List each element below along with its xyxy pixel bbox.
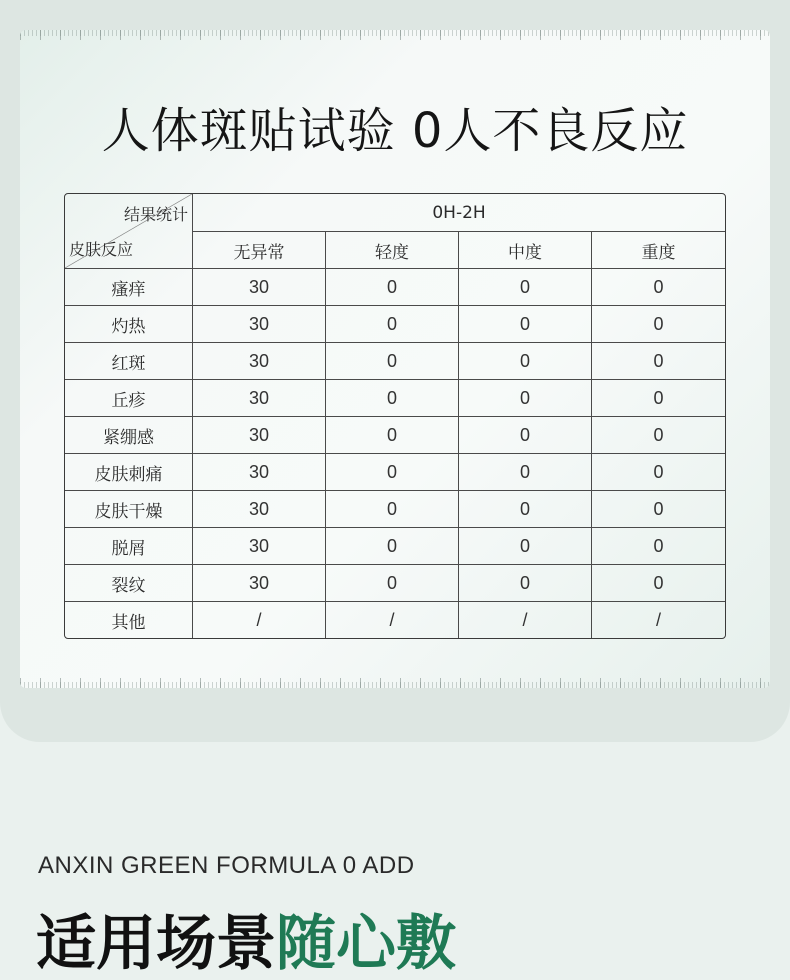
table-row: [65, 491, 725, 528]
table-header-row: [65, 194, 725, 232]
corner-label-reaction: 皮肤反应: [69, 240, 134, 259]
table-cell: 0: [459, 306, 592, 343]
table-cell: 0: [326, 491, 459, 528]
corner-label-stats: 结果统计: [123, 205, 188, 224]
heading-dark-text: 适用场景: [36, 909, 276, 979]
table-cell: 0: [326, 565, 459, 602]
table-cell: 0: [459, 380, 592, 417]
table-cell: /: [326, 602, 459, 638]
row-label: 脱屑: [65, 528, 193, 565]
table-row: [65, 565, 725, 602]
table-cell: 0: [592, 491, 725, 528]
table-cell: 0: [459, 528, 592, 565]
page-title: 人体斑贴试验 0人不良反应: [101, 103, 689, 159]
row-label: 丘疹: [65, 380, 193, 417]
table-cell: 0: [459, 417, 592, 454]
column-header-moderate: 中度: [459, 232, 592, 269]
ruler-card: [20, 30, 770, 688]
table-row: [65, 417, 725, 454]
heading-green-text: 随心敷: [276, 909, 456, 979]
table-cell: 0: [326, 454, 459, 491]
table-cell: /: [656, 609, 662, 630]
table-cell: 0: [592, 306, 725, 343]
table-row: [65, 343, 725, 380]
table-cell: 30: [193, 491, 326, 528]
table-cell: 0: [459, 491, 592, 528]
table-row: [65, 602, 725, 638]
table-cell: 30: [193, 528, 326, 565]
table-cell: 0: [459, 343, 592, 380]
formula-subtitle: ANXIN GREEN FORMULA 0 ADD: [38, 852, 415, 879]
table-cell: 0: [326, 417, 459, 454]
row-label: 紧绷感: [65, 417, 193, 454]
row-label: 红斑: [65, 343, 193, 380]
table-cell: /: [193, 602, 326, 638]
column-header-mild: 轻度: [326, 232, 459, 269]
table-cell: 30: [193, 380, 326, 417]
table-cell: 30: [193, 417, 326, 454]
row-label: 皮肤干燥: [65, 491, 193, 528]
time-range-header: 0H-2H: [193, 194, 725, 232]
column-header-severe: 重度: [592, 232, 725, 269]
table-cell: 0: [326, 380, 459, 417]
column-header-none: 无异常: [193, 232, 326, 269]
table-cell: 30: [193, 269, 326, 306]
table-row: [65, 269, 725, 306]
table-cell: 0: [592, 454, 725, 491]
row-label: 皮肤刺痛: [65, 454, 193, 491]
table-cell: 30: [193, 454, 326, 491]
table-row: [65, 380, 725, 417]
table-cell: 0: [326, 528, 459, 565]
ruler-bottom-edge: [20, 676, 770, 688]
table-row: [65, 528, 725, 565]
table-cell: 30: [193, 343, 326, 380]
row-label: 瘙痒: [65, 269, 193, 306]
patch-test-results-table: [64, 193, 726, 639]
table-cell: 30: [193, 306, 326, 343]
row-label: 灼热: [65, 306, 193, 343]
table-cell: 0: [459, 454, 592, 491]
table-cell: 0: [459, 565, 592, 602]
table-cell: 30: [193, 565, 326, 602]
table-cell: 0: [592, 565, 725, 602]
row-label: 裂纹: [65, 565, 193, 602]
table-cell: 0: [592, 528, 725, 565]
table-cell: 0: [592, 343, 725, 380]
table-cell: 0: [592, 380, 725, 417]
section-heading: [36, 908, 456, 980]
table-cell: 0: [326, 306, 459, 343]
table-cell: 0: [326, 343, 459, 380]
diagonal-corner-cell: [65, 194, 193, 269]
table-row: [65, 306, 725, 343]
row-label: 其他: [65, 602, 193, 638]
table-cell: 0: [592, 269, 725, 306]
table-cell: 0: [592, 417, 725, 454]
table-cell: 0: [326, 269, 459, 306]
table-cell: 0: [459, 269, 592, 306]
table-cell: /: [459, 602, 592, 638]
ruler-top-edge: [20, 30, 770, 42]
table-row: [65, 454, 725, 491]
